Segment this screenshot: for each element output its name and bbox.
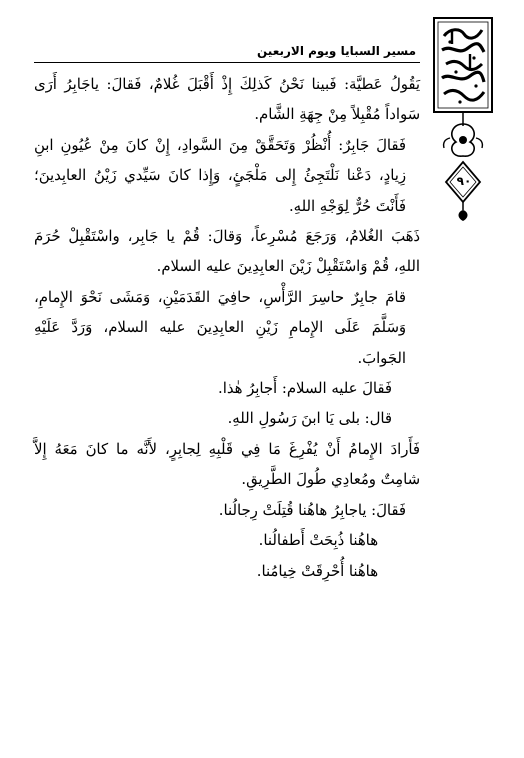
body-text: [34, 70, 420, 587]
running-header: [34, 43, 420, 61]
paragraph-3: ذَهَبَ الغُلامُ، وَرَجَعَ مُسْرِعاً، وَقالَ: قُمْ يا جَابِر، واسْتَقْبِلْ حُرَمَ اللهِ، قُمْ وَاسْتَقْبِلْ زَيْنَ العابِدِينَ عليه السلام.: [34, 228, 420, 276]
margin-ornament: [430, 14, 498, 224]
header-rule: [34, 62, 420, 63]
paragraph-10: هاهُنا أُحْرِقَتْ خِيامُنا.: [256, 562, 378, 580]
paragraph-2: فَقالَ جَابِرٌ: أُنْظُرْ وَتَحَقَّقْ مِنَ السَّوادِ، إِنْ كانَ مِنْ عُيُونِ ابنِ زِيادٍ، دَعْنا نَلْتَجِئُ إِلى مَلْجَئٍ، وَإِذا كانَ سَيِّدي زَيْنُ العابِدينَ؛ فَأَنْتَ حُرٌّ لِوَجْهِ اللهِ.: [34, 136, 406, 215]
paragraph-9: هاهُنا ذُبِحَتْ أَطفالُنا.: [258, 532, 378, 550]
running-header-title: مسير السبايا ويوم الاربعين: [257, 44, 416, 58]
paragraph-8: فَقالَ: ياجابِرُ هاهُنا قُتِلَتْ رِجالُنا.: [218, 501, 406, 519]
paragraph-6: قال: بلى يَا ابنَ رَسُولِ اللهِ.: [227, 410, 392, 428]
finial-icon: [459, 202, 468, 221]
calligraphy-emblem-icon: [434, 18, 492, 112]
paragraph-1: يَقُولُ عَطيَّة: فَبينا نَحْنُ كَذلِكَ إِذْ أَقْبَلَ غُلامٌ، فَقالَ: ياجَابِرُ أَرَى سَواداً مُقْبِلاً مِنْ جِهَةِ الشَّام.: [34, 76, 420, 124]
paragraph-7: فَأَرادَ الإِمامُ أَنْ يُفْرِغَ مَا فِي قَلْبِهِ لِجابِرٍ، لأَنَّه ما كانَ مَعَهُ إِلاَّ شامِتٌ ومُعادِي طُولَ الطَّرِيقِ.: [34, 440, 420, 489]
paragraph-4: قامَ جابِرٌ حاسِرَ الرَّأْسِ، حافِيَ القَدَمَيْنِ، وَمَشَى نَحْوَ الإِمامِ، وَسَلَّمَ عَلَى الإِمامِ زَيْنِ العابِدِينَ عليه السلام، وَرَدَّ عَلَيْهِ الجَوابَ.: [34, 288, 406, 367]
floral-knot-icon: [444, 124, 483, 156]
page-number: ٩٠: [456, 174, 472, 188]
paragraph-5: فَقالَ عليه السلام: أَجابِرُ هٰذا.: [218, 380, 392, 398]
